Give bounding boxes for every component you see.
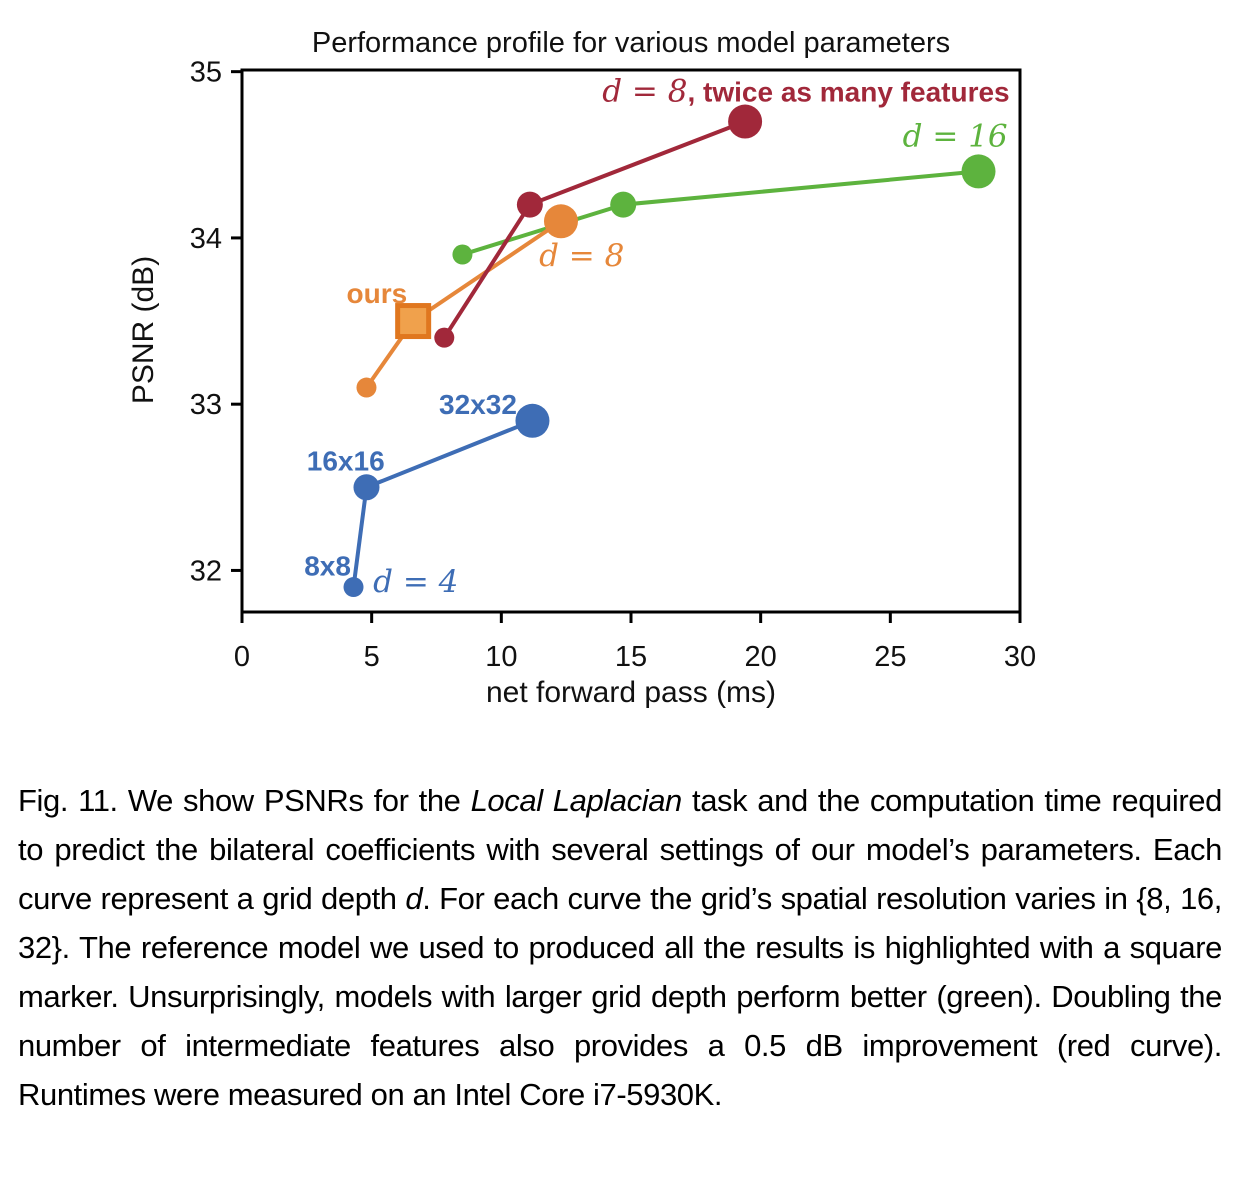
annotation-segment: d = 4 <box>373 564 459 601</box>
chart-title: Performance profile for various model parameters <box>311 27 951 59</box>
data-point <box>452 245 472 265</box>
data-point <box>515 404 549 438</box>
x-tick-label: 20 <box>744 641 777 673</box>
x-tick-label: 30 <box>1003 641 1037 673</box>
series-line <box>444 122 745 338</box>
annotation-segment: 32x32 <box>439 389 517 421</box>
data-point <box>517 192 543 218</box>
data-point <box>728 105 762 139</box>
annotation-segment: ours <box>346 277 408 309</box>
annotation-segment: , twice as many features <box>687 76 1010 108</box>
chart-annotation <box>539 238 624 274</box>
chart-annotation <box>347 278 408 309</box>
y-axis-label: PSNR (dB) <box>127 255 160 405</box>
caption-italic-d: d <box>405 881 423 916</box>
caption-text: task and the computation time required to predict the bilateral coefficients with several settings of our model’s parameters. Each curve represent a grid depth <box>18 783 1222 916</box>
x-tick-label: 10 <box>485 641 518 673</box>
chart-annotation <box>903 119 1008 155</box>
annotation-segment: d = 16 <box>902 118 1008 155</box>
data-point <box>610 192 636 218</box>
caption-italic-task: Local Laplacian <box>470 783 682 818</box>
chart-annotation <box>439 389 517 420</box>
data-point <box>353 474 379 500</box>
annotation-segment: d = 8 <box>539 238 625 275</box>
caption-text: Fig. 11. We show PSNRs for the <box>18 783 471 818</box>
series-layer <box>344 105 996 601</box>
y-tick-label: 32 <box>189 555 222 588</box>
caption-text: . For each curve the grid’s spatial resolution varies in {8, 16, 32}. The reference model we used to produced all the results is highlighted with a square marker. Unsurprisingly, models with larger grid depth perform better (green). Doubling the number of intermediate features also provides a 0.5 dB improvement (red curve). Runtimes were measured on an Intel Core i7-5930K. <box>18 881 1222 1112</box>
x-tick-label: 25 <box>874 641 907 673</box>
annotation-segment: d = 8 <box>602 73 688 110</box>
y-tick-label: 33 <box>189 389 222 422</box>
chart-annotation <box>373 564 458 600</box>
data-point <box>434 328 454 348</box>
data-point <box>962 154 996 188</box>
x-tick-label: 0 <box>233 641 251 673</box>
y-tick-label: 34 <box>189 222 222 255</box>
annotation-segment: 16x16 <box>306 445 385 477</box>
chart-annotation <box>304 550 351 581</box>
figure-caption <box>0 776 1240 1119</box>
x-tick-label: 5 <box>363 641 380 673</box>
annotation-segment: 8x8 <box>304 550 351 582</box>
chart-annotation <box>307 446 385 477</box>
x-axis-label: net forward pass (ms) <box>485 676 777 709</box>
series-d = 8, twice as many features <box>434 105 762 348</box>
data-point <box>356 378 376 398</box>
data-point <box>544 204 578 238</box>
reference-square-marker <box>398 306 429 337</box>
chart-annotation <box>602 74 1009 110</box>
y-tick-label: 35 <box>189 56 222 89</box>
x-tick-label: 15 <box>614 641 648 673</box>
